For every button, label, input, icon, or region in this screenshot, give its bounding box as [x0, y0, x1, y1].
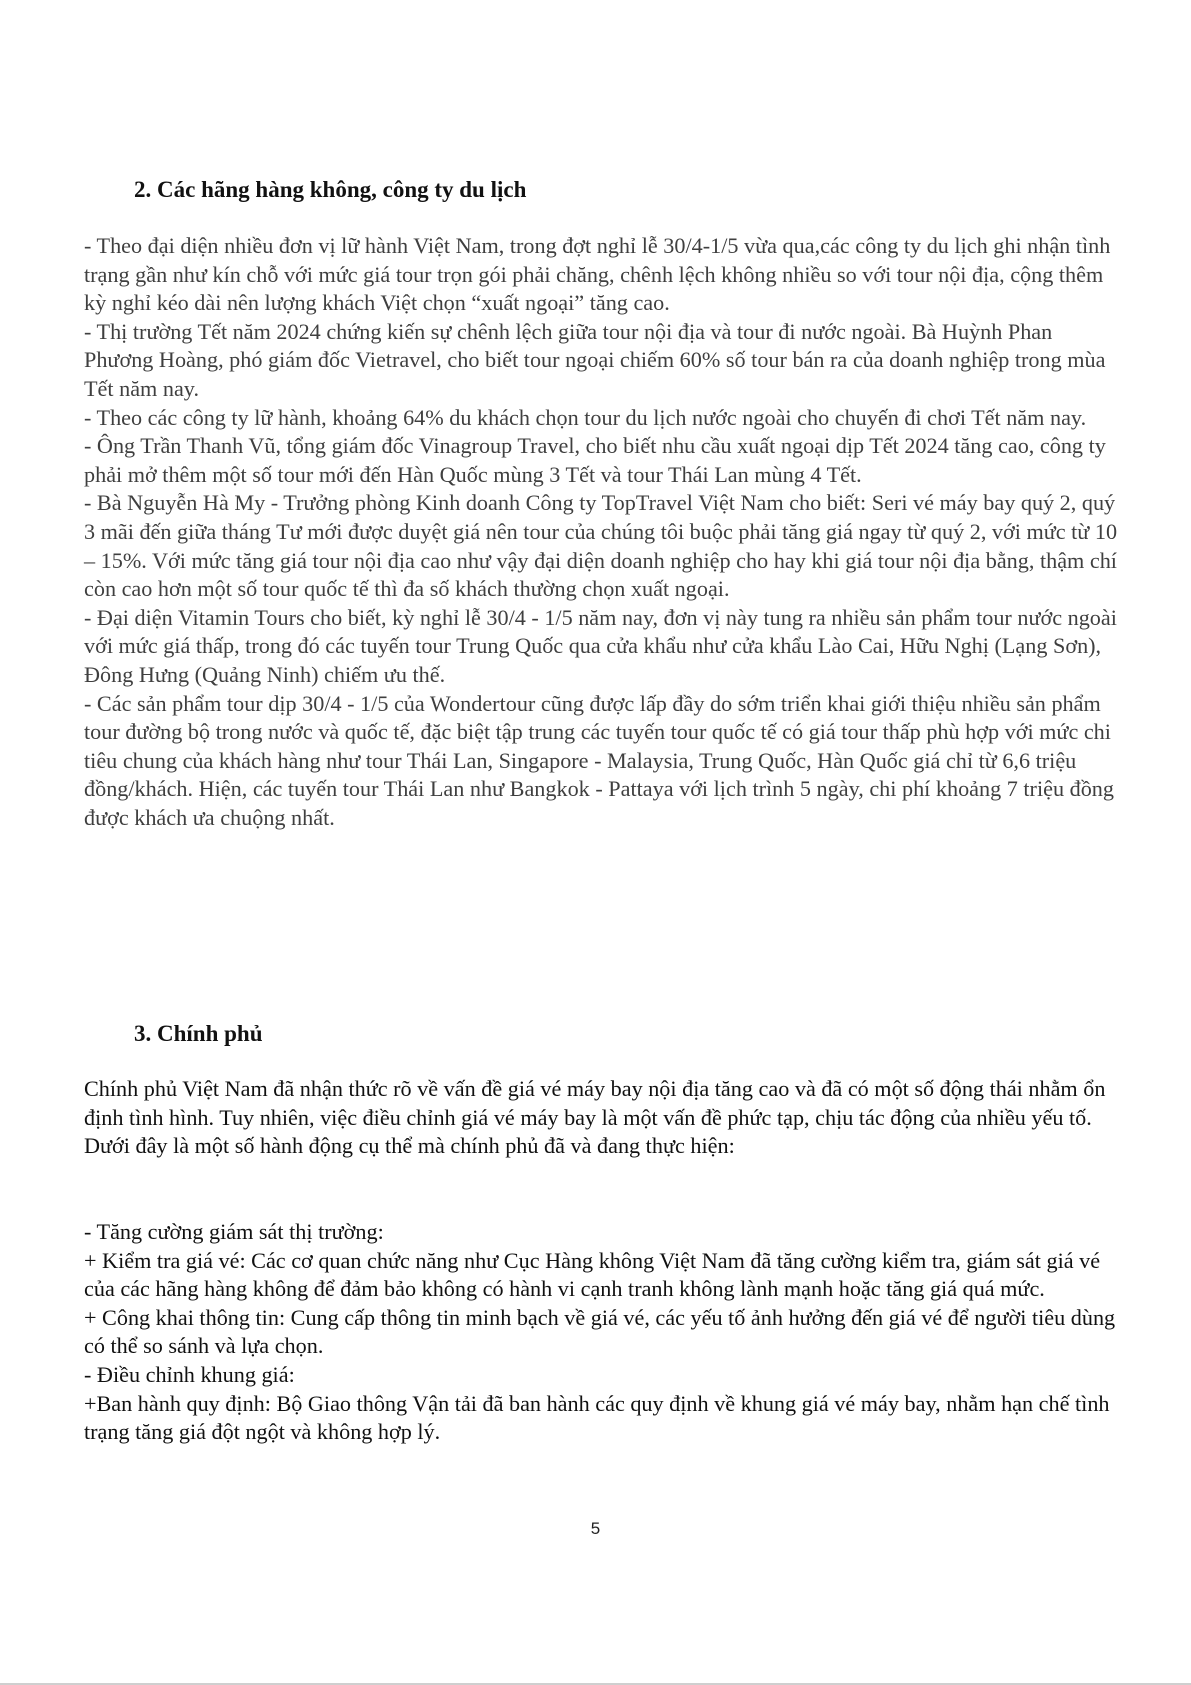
- paragraph: - Thị trường Tết năm 2024 chứng kiến sự chênh lệch giữa tour nội địa và tour đi nước ngoài. Bà Huỳnh Phan Phương Hoàng, phó giám đốc Vietravel, cho biết tour ngoại chiếm 60% số tour bán ra của doanh nghiệp trong mùa Tết năm nay.: [84, 318, 1106, 401]
- section-3-actions: [84, 1218, 1119, 1447]
- paragraph: - Theo các công ty lữ hành, khoảng 64% du khách chọn tour du lịch nước ngoài cho chuyến đi chơi Tết năm nay.: [84, 404, 1087, 430]
- list-item: +Ban hành quy định: Bộ Giao thông Vận tải đã ban hành các quy định về khung giá vé máy bay, nhằm hạn chế tình trạng tăng giá đột ngột và không hợp lý.: [84, 1390, 1110, 1445]
- list-item: - Tăng cường giám sát thị trường:: [84, 1219, 384, 1244]
- paragraph: - Đại diện Vitamin Tours cho biết, kỳ nghỉ lễ 30/4 - 1/5 năm nay, đơn vị này tung ra nhiều sản phẩm tour nước ngoài với mức giá thấp, trong đó các tuyến tour Trung Quốc qua cửa khẩu như cửa khẩu Lào Cai, Hữu Nghị (Lạng Sơn), Đông Hưng (Quảng Ninh) chiếm ưu thế.: [84, 604, 1117, 687]
- paragraph: - Ông Trần Thanh Vũ, tổng giám đốc Vinagroup Travel, cho biết nhu cầu xuất ngoại dịp Tết 2024 tăng cao, công ty phải mở thêm một số tour mới đến Hàn Quốc mùng 3 Tết và tour Thái Lan mùng 4 Tết.: [84, 433, 1106, 487]
- section-2-heading: 2. Các hãng hàng không, công ty du lịch: [134, 177, 527, 202]
- paragraph: - Theo đại diện nhiều đơn vị lữ hành Việt Nam, trong đợt nghỉ lễ 30/4-1/5 vừa qua,các công ty du lịch ghi nhận tình trạng gần như kín chỗ với mức giá tour trọn gói phải chăng, chênh lệch không nhiều so với tour nội địa, cộng thêm kỳ nghỉ kéo dài nên lượng khách Việt chọn “xuất ngoại” tăng cao.: [84, 233, 1111, 316]
- paragraph: Chính phủ Việt Nam đã nhận thức rõ về vấn đề giá vé máy bay nội địa tăng cao và đã có một số động thái nhằm ổn định tình hình. Tuy nhiên, việc điều chỉnh giá vé máy bay là một vấn đề phức tạp, chịu tác động của nhiều yếu tố. Dưới đây là một số hành động cụ thể mà chính phủ đã và đang thực hiện:: [84, 1076, 1106, 1159]
- list-item: - Điều chỉnh khung giá:: [84, 1361, 295, 1387]
- page-number: 5: [590, 1519, 601, 1538]
- list-item: + Kiểm tra giá vé: Các cơ quan chức năng như Cục Hàng không Việt Nam đã tăng cường kiểm tra, giám sát giá vé của các hãng hàng không để đảm bảo không có hành vi cạnh tranh không lành mạnh hoặc tăng giá quá mức.: [84, 1247, 1101, 1302]
- list-item: + Công khai thông tin: Cung cấp thông tin minh bạch về giá vé, các yếu tố ảnh hưởng đến giá vé để người tiêu dùng có thể so sánh và lựa chọn.: [84, 1304, 1116, 1359]
- section-3-heading: 3. Chính phủ: [134, 1021, 263, 1046]
- paragraph: - Bà Nguyễn Hà My - Trưởng phòng Kinh doanh Công ty TopTravel Việt Nam cho biết: Seri vé máy bay quý 2, quý 3 mãi đến giữa tháng Tư mới được duyệt giá nên tour của chúng tôi buộc phải tăng giá ngay từ quý 2, với mức từ 10 – 15%. Với mức tăng giá tour nội địa cao như vậy đại diện doanh nghiệp cho hay khi giá tour nội địa bằng, thậm chí còn cao hơn một số tour quốc tế thì đa số khách thường chọn xuất ngoại.: [84, 490, 1118, 602]
- paragraph: - Các sản phẩm tour dịp 30/4 - 1/5 của Wondertour cũng được lấp đầy do sớm triển khai giới thiệu nhiều sản phẩm tour đường bộ trong nước và quốc tế, đặc biệt tập trung các tuyến tour quốc tế có giá tour thấp phù hợp với mức chi tiêu chung của khách hàng như tour Thái Lan, Singapore - Malaysia, Trung Quốc, Hàn Quốc giá chỉ từ 6,6 triệu đồng/khách. Hiện, các tuyến tour Thái Lan như Bangkok - Pattaya với lịch trình 5 ngày, chi phí khoảng 7 triệu đồng được khách ưa chuộng nhất.: [84, 690, 1114, 830]
- section-3-intro: [84, 1075, 1119, 1161]
- section-2-body: [84, 232, 1119, 832]
